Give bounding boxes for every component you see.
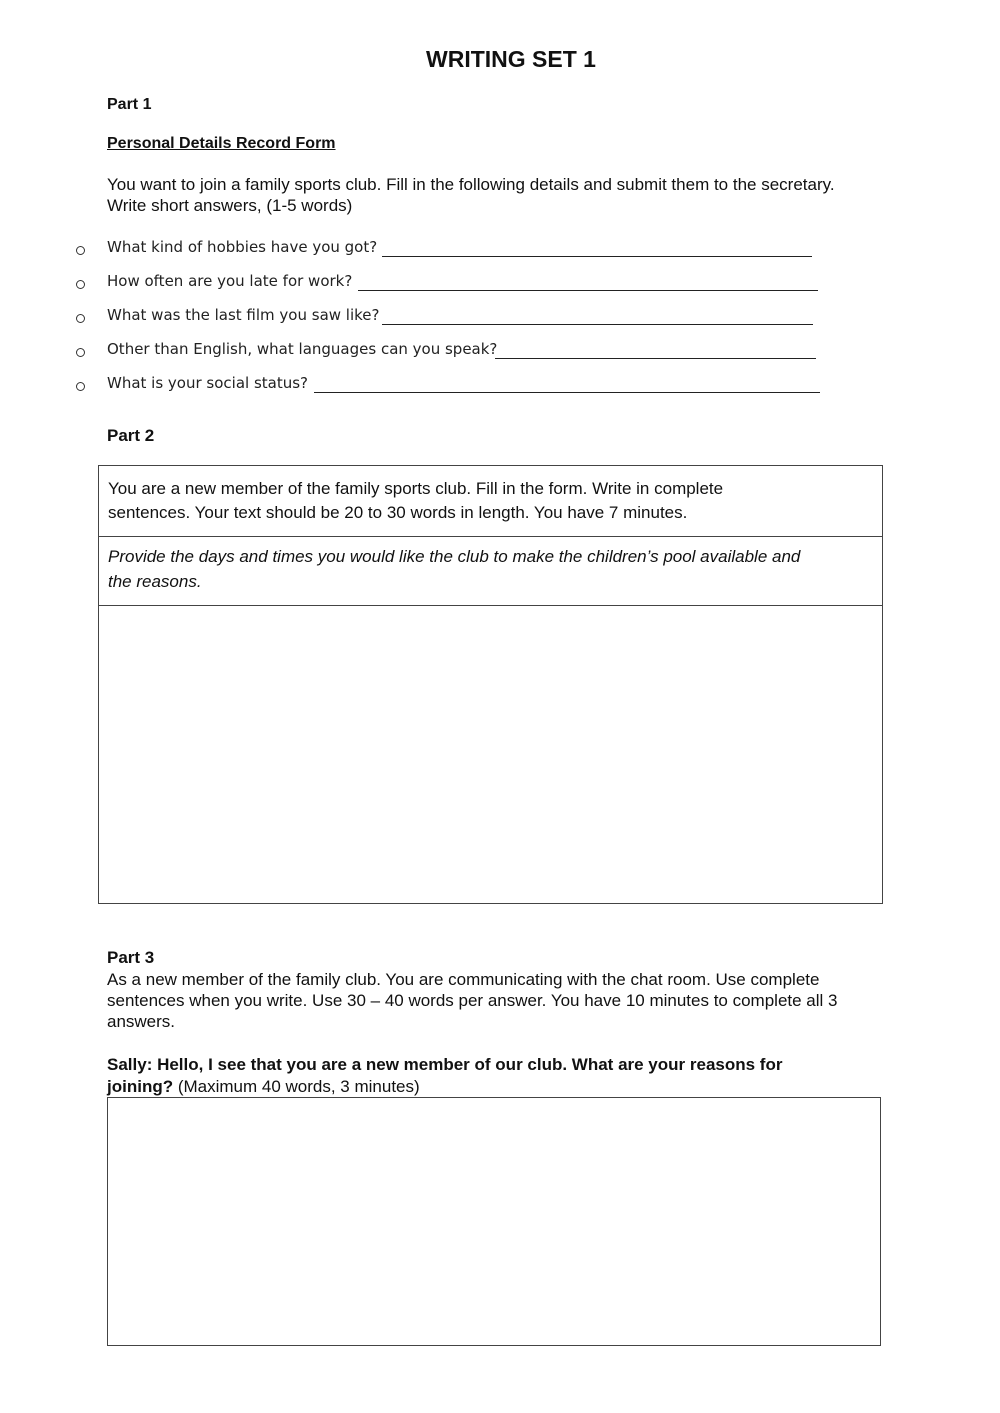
question-item [0, 272, 1000, 296]
part-1-instructions-line-1: You want to join a family sports club. Fill in the following details and submit them to the secretary. [107, 175, 835, 194]
bullet-icon [76, 246, 85, 255]
question-item [0, 374, 1000, 398]
question-item [0, 238, 1000, 262]
part-1-instructions [107, 174, 927, 216]
bullet-icon [76, 314, 85, 323]
bullet-icon [76, 280, 85, 289]
part-2-prompt-line-2: the reasons. [108, 572, 202, 591]
part-2-instructions-line-1: You are a new member of the family sports club. Fill in the form. Write in complete [108, 479, 724, 498]
part-2-answer-area[interactable] [99, 606, 882, 903]
page-title: WRITING SET 1 [426, 46, 596, 72]
answer-line[interactable] [382, 324, 813, 325]
answer-line[interactable] [358, 290, 818, 291]
part-1-heading: Part 1 [107, 96, 152, 113]
part-2-instructions [99, 466, 882, 537]
bullet-icon [76, 348, 85, 357]
sally-question-line-2 [107, 1076, 877, 1098]
form-heading: Personal Details Record Form [107, 135, 336, 152]
sally-question-joining: joining? [107, 1077, 174, 1096]
part-3-answer-box[interactable] [107, 1097, 881, 1346]
part-3-instructions-line-2: sentences when you write. Use 30 – 40 words per answer. You have 10 minutes to complete all 3 [107, 991, 838, 1010]
part-2-instructions-line-2: sentences. Your text should be 20 to 30 words in length. You have 7 minutes. [108, 503, 688, 522]
answer-line[interactable] [495, 358, 816, 359]
sally-question [107, 1054, 877, 1098]
sally-question-line-1: Sally: Hello, I see that you are a new member of our club. What are your reasons for [107, 1055, 783, 1074]
part-2-prompt [99, 537, 882, 606]
part-2-prompt-line-1: Provide the days and times you would like the club to make the children’s pool available and [108, 547, 801, 566]
part-1-instructions-line-2: Write short answers, (1-5 words) [107, 196, 353, 215]
question-text: What is your social status? [107, 374, 309, 392]
part-3-instructions-line-3: answers. [107, 1012, 176, 1031]
question-text: What kind of hobbies have you got? [107, 238, 378, 256]
answer-line[interactable] [382, 256, 812, 257]
question-text: Other than English, what languages can you speak? [107, 340, 498, 358]
question-text: How often are you late for work? [107, 272, 353, 290]
question-item [0, 306, 1000, 330]
part-3-instructions-line-1: As a new member of the family club. You are communicating with the chat room. Use complete [107, 970, 820, 989]
part-3-instructions [107, 969, 927, 1032]
sally-question-note: (Maximum 40 words, 3 minutes) [173, 1077, 420, 1096]
question-item [0, 340, 1000, 364]
bullet-icon [76, 382, 85, 391]
part-2-form-table [98, 465, 883, 904]
question-text: What was the last film you saw like? [107, 306, 380, 324]
part-2-heading: Part 2 [107, 426, 155, 445]
answer-line[interactable] [314, 392, 820, 393]
part-3-heading: Part 3 [107, 948, 155, 967]
